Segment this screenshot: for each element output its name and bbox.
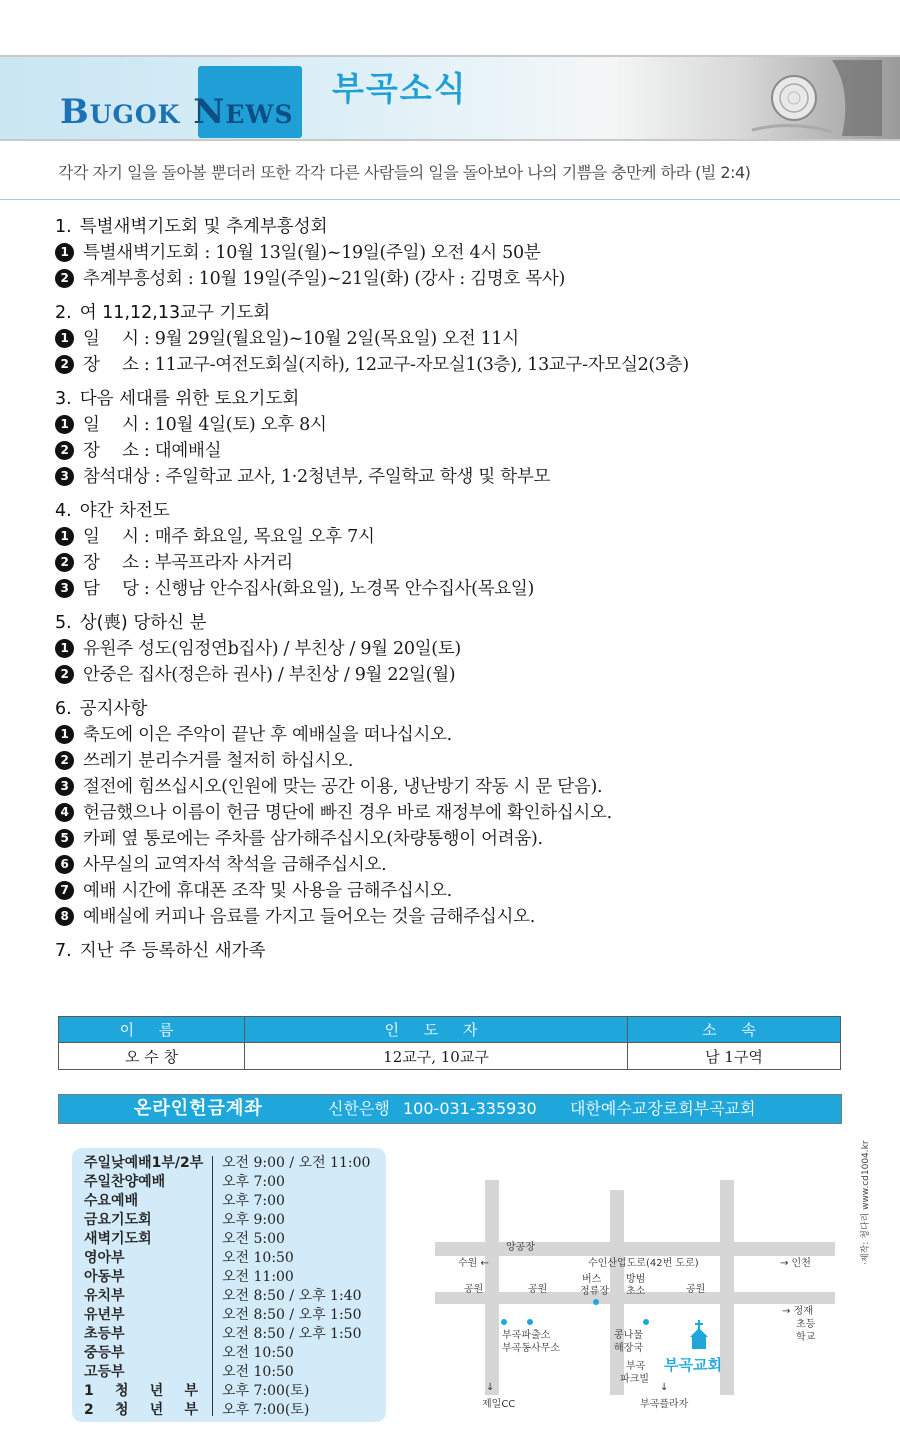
- bugok-news-logo: BUGOK NEWS: [60, 92, 294, 132]
- number-badge: 1: [55, 243, 74, 262]
- item-text: 특별새벽기도회 : 10월 13일(월)~19일(주일) 오전 4시 50분: [83, 243, 541, 263]
- list-item: [55, 240, 855, 266]
- number-badge: 1: [55, 725, 74, 744]
- label-office: 부곡동사무소: [502, 1343, 560, 1354]
- item-text: 안중은 집사(정은하 권사) / 부친상 / 9월 22일(월): [83, 665, 456, 685]
- section-title-text: 지난 주 등록하신 새가족: [79, 941, 266, 961]
- cell-group: 남 1구역: [628, 1043, 841, 1070]
- bank-title: 온라인헌금계좌: [134, 1098, 263, 1119]
- cell-name: 오 수 창: [59, 1043, 245, 1070]
- label-bus1: 버스: [582, 1274, 602, 1285]
- number-badge: 1: [55, 329, 74, 348]
- number-badge: 5: [55, 829, 74, 848]
- bank-name: 신한은행: [328, 1099, 390, 1118]
- service-name: 금요기도회: [84, 1212, 152, 1228]
- number-badge: 8: [55, 907, 74, 926]
- list-item: [55, 800, 855, 826]
- label-park1: 공원: [464, 1284, 484, 1295]
- label-police: 부곡파출소: [502, 1330, 551, 1341]
- label-plaza: 부곡플라자: [640, 1399, 689, 1410]
- item-text: 장 소 : 부곡프라자 사거리: [83, 553, 293, 573]
- arrow-down-center: ↓: [660, 1382, 669, 1393]
- list-item: [55, 438, 855, 464]
- service-name: 영아부: [84, 1250, 125, 1266]
- service-name: 고등부: [84, 1364, 125, 1380]
- number-badge: 4: [55, 803, 74, 822]
- item-text: 쓰레기 분리수거를 철저히 하십시오.: [83, 751, 354, 771]
- item-text: 참석대상 : 주일학교 교사, 1·2청년부, 주일학교 학생 및 학부모: [83, 467, 551, 487]
- section-title-text: 상(喪) 당하신 분: [79, 613, 207, 633]
- section-7: [55, 938, 855, 964]
- number-badge: 3: [55, 777, 74, 796]
- number-badge: 1: [55, 639, 74, 658]
- table-header-row: [59, 1017, 841, 1043]
- service-time: 오전 10:50: [222, 1345, 294, 1361]
- list-item: [55, 464, 855, 490]
- section-title: [55, 610, 855, 636]
- credit-text: ·제작: 청다리 www.cd1004.kr: [861, 1140, 871, 1265]
- service-time: 오후 7:00: [222, 1174, 285, 1190]
- label-parkbill2: 파크빌: [620, 1374, 649, 1385]
- section-number: 6.: [55, 699, 72, 719]
- section-number: 4.: [55, 501, 72, 521]
- label-crime2: 초소: [626, 1286, 646, 1297]
- section-number: 1.: [55, 217, 72, 237]
- number-badge: 2: [55, 751, 74, 770]
- col-name: 이 름: [59, 1017, 245, 1043]
- list-item: [55, 636, 855, 662]
- cell-leader: 12교구, 10교구: [245, 1043, 628, 1070]
- section-title: [55, 300, 855, 326]
- section-number: 5.: [55, 613, 72, 633]
- list-item: [55, 576, 855, 602]
- number-badge: 2: [55, 665, 74, 684]
- service-time: 오전 5:00: [222, 1231, 285, 1247]
- item-text: 담 당 : 신행남 안수집사(화요일), 노경목 안수집사(목요일): [83, 579, 535, 599]
- item-text: 일 시 : 9월 29일(월요일)~10월 2일(목요일) 오전 11시: [83, 329, 519, 349]
- number-badge: 3: [55, 467, 74, 486]
- section-title-text: 공지사항: [79, 699, 148, 719]
- label-jeil: 제일CC: [482, 1399, 516, 1410]
- service-time: 오전 10:50: [222, 1250, 294, 1266]
- label-kong2: 해장국: [614, 1343, 643, 1354]
- label-jeongjae2: 초등: [796, 1319, 816, 1330]
- service-name: 유치부: [84, 1288, 125, 1304]
- service-name: 유년부: [84, 1307, 125, 1323]
- list-item: [55, 524, 855, 550]
- label-incheon: → 인천: [780, 1258, 811, 1269]
- item-text: 축도에 이은 주악이 끝난 후 예배실을 떠나십시오.: [83, 725, 452, 745]
- list-item: [55, 550, 855, 576]
- label-church: 부곡교회: [664, 1356, 722, 1374]
- section-6: [55, 696, 855, 930]
- label-bus2: 정류장: [580, 1286, 609, 1297]
- service-time: 오전 10:50: [222, 1364, 294, 1380]
- section-title: [55, 696, 855, 722]
- section-1: [55, 214, 855, 292]
- service-time: 오전 8:50 / 오후 1:50: [222, 1307, 362, 1323]
- section-number: 3.: [55, 389, 72, 409]
- list-item: [55, 326, 855, 352]
- account-holder: 대한예수교장로회부곡교회: [570, 1099, 756, 1118]
- section-title-text: 여 11,12,13교구 기도회: [79, 303, 271, 323]
- section-title: [55, 498, 855, 524]
- label-kong1: 콩나물: [614, 1330, 643, 1341]
- service-name: 수요예배: [84, 1193, 139, 1209]
- list-item: [55, 748, 855, 774]
- item-text: 일 시 : 10월 4일(토) 오후 8시: [83, 415, 327, 435]
- item-text: 추계부흥성회 : 10월 19일(주일)~21일(화) (강사 : 김명호 목사): [83, 269, 566, 289]
- number-badge: 2: [55, 355, 74, 374]
- tree-stump-image: [732, 60, 882, 136]
- road-main: [435, 1242, 835, 1256]
- section-4: [55, 498, 855, 602]
- section-2: [55, 300, 855, 378]
- number-badge: 2: [55, 269, 74, 288]
- number-badge: 2: [55, 441, 74, 460]
- section-title-text: 야간 차전도: [79, 501, 170, 521]
- service-time: 오후 7:00(토): [222, 1383, 310, 1399]
- item-text: 예배실에 커피나 음료를 가지고 들어오는 것을 금해주십시오.: [83, 907, 535, 927]
- col-group: 소 속: [628, 1017, 841, 1043]
- label-jeongjae3: 학교: [796, 1332, 816, 1343]
- col-leader: 인 도 자: [245, 1017, 628, 1043]
- road-west: [485, 1180, 499, 1395]
- label-park3: 공원: [686, 1284, 706, 1295]
- item-text: 사무실의 교역자석 착석을 금해주십시오.: [83, 855, 387, 875]
- list-item: [55, 412, 855, 438]
- service-name: 주일찬양예배: [84, 1174, 166, 1190]
- bible-verse: 각각 자기 일을 돌아볼 뿐더러 또한 각각 다른 사람들의 일을 돌아보아 나의 기쁨을 충만케 하라 (빌 2:4): [58, 163, 751, 182]
- service-time: 오전 11:00: [222, 1269, 294, 1285]
- road-east: [720, 1180, 734, 1395]
- header-rule: [0, 139, 900, 141]
- section-title: [55, 938, 855, 964]
- list-item: [55, 722, 855, 748]
- number-badge: 6: [55, 855, 74, 874]
- item-text: 유원주 성도(임정연b집사) / 부친상 / 9월 20일(토): [83, 639, 461, 659]
- section-title: [55, 386, 855, 412]
- service-name: 중등부: [84, 1345, 125, 1361]
- police-dot: [501, 1319, 507, 1325]
- section-number: 2.: [55, 303, 72, 323]
- number-badge: 3: [55, 579, 74, 598]
- table-row: [59, 1043, 841, 1070]
- list-item: [55, 878, 855, 904]
- label-parkbill1: 부곡: [626, 1361, 646, 1372]
- number-badge: 1: [55, 527, 74, 546]
- list-item: [55, 352, 855, 378]
- list-item: [55, 774, 855, 800]
- label-jeongjae1: → 정재: [782, 1306, 813, 1317]
- service-name: 주일낮예배1부/2부: [84, 1155, 204, 1171]
- section-title: [55, 214, 855, 240]
- bus-stop-dot: [593, 1299, 599, 1305]
- section-title-text: 다음 세대를 위한 토요기도회: [79, 389, 300, 409]
- label-suwon: 수원 ←: [458, 1258, 489, 1269]
- service-time: 오전 9:00 / 오전 11:00: [222, 1155, 371, 1171]
- list-item: [55, 904, 855, 930]
- service-name: 2 청 년 부: [84, 1402, 198, 1418]
- worship-schedule: [72, 1148, 386, 1422]
- label-angongjang: 앙공장: [506, 1242, 535, 1253]
- service-name: 1 청 년 부: [84, 1383, 198, 1399]
- number-badge: 2: [55, 553, 74, 572]
- item-text: 장 소 : 대예배실: [83, 441, 222, 461]
- list-item: [55, 266, 855, 292]
- label-crime1: 방범: [626, 1274, 646, 1285]
- restaurant-dot: [643, 1319, 649, 1325]
- service-time: 오전 8:50 / 오후 1:40: [222, 1288, 362, 1304]
- page-title: 부곡소식: [332, 69, 468, 108]
- location-map: [430, 1170, 850, 1420]
- item-text: 헌금했으나 이름이 헌금 명단에 빠진 경우 바로 재정부에 확인하십시오.: [83, 803, 612, 823]
- number-badge: 7: [55, 881, 74, 900]
- new-family-table: [58, 1016, 841, 1070]
- church-icon: [690, 1320, 708, 1349]
- list-item: [55, 826, 855, 852]
- service-time: 오후 7:00: [222, 1193, 285, 1209]
- bank-account: 100-031-335930: [403, 1099, 537, 1118]
- section-title-text: 특별새벽기도회 및 추계부흥성회: [79, 217, 328, 237]
- section-5: [55, 610, 855, 688]
- label-park2: 공원: [528, 1284, 548, 1295]
- section-number: 7.: [55, 941, 72, 961]
- item-text: 장 소 : 11교구-여전도회실(지하), 12교구-자모실1(3층), 13교구-자모실2(3층): [83, 355, 689, 375]
- service-name: 아동부: [84, 1269, 125, 1285]
- arrow-down-west: ↓: [486, 1382, 495, 1393]
- announcement-list: [55, 214, 855, 972]
- office-dot: [527, 1319, 533, 1325]
- schedule-divider: [212, 1156, 213, 1416]
- service-name: 새벽기도회: [84, 1231, 152, 1247]
- service-time: 오후 7:00(토): [222, 1402, 310, 1418]
- number-badge: 1: [55, 415, 74, 434]
- online-offering-bar: [58, 1094, 842, 1124]
- item-text: 카페 옆 통로에는 주차를 삼가해주십시오(차량통행이 어려움).: [83, 829, 543, 849]
- verse-divider: [0, 199, 900, 200]
- item-text: 절전에 힘쓰십시오(인원에 맞는 공간 이용, 냉난방기 작동 시 문 닫음).: [83, 777, 603, 797]
- list-item: [55, 852, 855, 878]
- section-3: [55, 386, 855, 490]
- service-time: 오전 8:50 / 오후 1:50: [222, 1326, 362, 1342]
- list-item: [55, 662, 855, 688]
- item-text: 일 시 : 매주 화요일, 목요일 오후 7시: [83, 527, 375, 547]
- item-text: 예배 시간에 휴대폰 조작 및 사용을 금해주십시오.: [83, 881, 452, 901]
- service-time: 오후 9:00: [222, 1212, 285, 1228]
- label-road: 수인산업도로(42번 도로): [588, 1258, 699, 1269]
- service-name: 초등부: [84, 1326, 125, 1342]
